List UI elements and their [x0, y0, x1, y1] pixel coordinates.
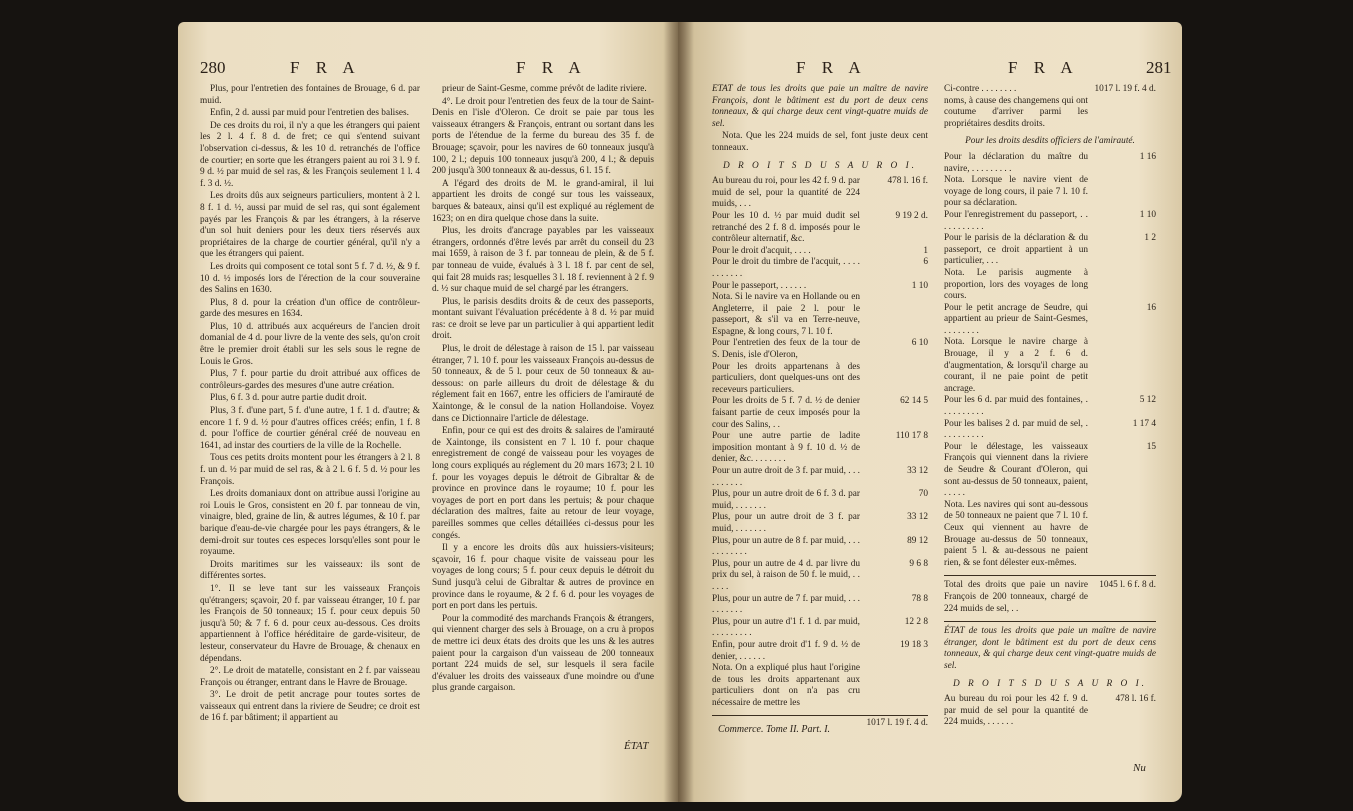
entry-amount	[1092, 96, 1156, 131]
entry-text: Pour le petit ancrage de Seudre, qui appartient au prieur de Saint-Gesmes, . . . . . . . .	[944, 302, 1088, 336]
entry-amount: 5 12	[1139, 395, 1156, 406]
entry-row	[944, 442, 1156, 500]
entry-amount	[1092, 337, 1156, 395]
entry-text: Au bureau du roi pour les 42 f. 9 d. par muid de sel pour la quantité de 224 muids, . . . . . .	[944, 694, 1088, 728]
paragraph: Plus, les droits d'ancrage payables par les vaisseaux étrangers, ordonnés d'être levés par arrêt du conseil du 23 mai 1659, à raison de 3 f. par tonneau de plein, & de 5 f. par tonneau de vuide, évalués à 3 l. 18 f. par cent de sel, qui fait 28 muids ras; lesquelles 3 l. 18 f. reviennent à 2 f. 9 d. ½ sur chaque muid de sel chargé par les étrangers.	[432, 226, 654, 295]
entry-row	[712, 338, 928, 361]
entry-amount: 19 18 3	[900, 639, 928, 650]
entry-text: Pour les droits appartenans à des particuliers, dont quelques-uns ont des receveurs particuliers.	[712, 361, 860, 395]
entry-row	[712, 211, 928, 246]
entry-list-carried	[944, 84, 1156, 130]
entry-amount	[864, 362, 928, 397]
open-book	[178, 22, 1182, 802]
entry-text: noms, à cause des changemens qui ont coutume d'arriver parmi les propriétaires desdits droits.	[944, 95, 1088, 129]
entry-amount	[864, 292, 928, 338]
entry-amount: 16	[1146, 302, 1156, 313]
catchword-left: ÉTAT	[624, 740, 649, 752]
entry-text: Pour le délestage, les vaisseaux François qui viennent dans la riviere de Seudre & Courant d'Oleron, qui sont au-dessus de 50 tonneaux, paient, . . . . .	[944, 441, 1088, 499]
entry-text: Plus, pour un autre droit de 3 f. par muid, . . . . . . .	[712, 512, 860, 534]
entry-amount: 6 10	[911, 338, 928, 349]
entry-row	[944, 419, 1156, 442]
entry-row	[944, 303, 1156, 338]
entry-amount: 12 2 8	[904, 616, 928, 627]
divider	[944, 621, 1156, 622]
entry-text: Pour le passeport, . . . . . .	[712, 280, 807, 291]
running-head-right-2: F R A	[1008, 58, 1079, 77]
entry-text: Enfin, pour autre droit d'1 f. 9 d. ½ de denier, . . . . . .	[712, 639, 860, 662]
entry-amount: 70	[918, 489, 928, 500]
entry-row	[712, 663, 928, 709]
entry-amount: 15	[1146, 441, 1156, 452]
running-head-left-1: F R A	[290, 58, 361, 77]
paragraph: Plus, 3 f. d'une part, 5 f. d'une autre, 1 f. 1 d. d'autre; & encore 1 f. 9 d. ½ pour d'autres offices créés; enfin, 1 f. 8 d. pour l'office de courtier général créé de nouveau en 1641, ad instar des courtiers de la ville de la Rochelle.	[200, 406, 420, 451]
entry-amount: 478 l. 16 f.	[1115, 694, 1156, 705]
entry-amount: 1 17 4	[1132, 418, 1156, 429]
entry-text: Pour la déclaration du maître du navire, . . . . . . . . .	[944, 151, 1088, 174]
entry-amount: 89 12	[907, 535, 928, 546]
entry-amount: 6	[923, 257, 928, 268]
entry-text: Pour les 6 d. par muid des fontaines, . . . . . . . . . .	[944, 395, 1088, 418]
entry-amount: 9 19 2 d.	[895, 210, 928, 221]
entry-row	[712, 431, 928, 466]
entry-text: Au bureau du roi, pour les 42 f. 9 d. par muid de sel, pour la quantité de 224 muids, . . .	[712, 176, 860, 210]
entry-row	[712, 559, 928, 594]
entry-row	[944, 175, 1156, 210]
divider	[944, 575, 1156, 576]
entry-amount	[1092, 268, 1156, 303]
entry-row	[944, 210, 1156, 233]
entry-text: Plus, pour un autre de 8 f. par muid, . . . . . . . . . . .	[712, 535, 860, 558]
entry-row	[712, 292, 928, 338]
paragraph: Plus, le parisis desdits droits & de ceux des passeports, montant suivant l'évaluation précédente à 8 d. ½ par muid ras: ce droit se leve par un particulier à qui appartient ledit droit.	[432, 296, 654, 342]
entry-amount: 33 12	[907, 512, 928, 523]
entry-text: Pour le parisis de la déclaration & du passeport, ce droit appartient à un particulier, . . .	[944, 233, 1088, 267]
paragraph: Plus, 8 d. pour la création d'un office de contrôleur-garde des mesures en 1634.	[200, 297, 420, 320]
paragraph: Enfin, 2 d. aussi par muid pour l'entretien des balises.	[210, 108, 409, 119]
entry-row	[712, 617, 928, 640]
state-title-foreign: ÉTAT de tous les droits que paie un maître de navire étranger, dont le bâtiment est du port de deux cens tonneaux, & qui charge deux cent vingt-quatre muids de sel.	[944, 626, 1156, 671]
column-total: 1017 l. 19 f. 4 d.	[712, 715, 928, 730]
entry-text: Pour le droit du timbre de l'acquit, . . . . . . . . . . .	[712, 257, 860, 279]
entry-amount: 33 12	[907, 466, 928, 476]
entry-list	[712, 176, 928, 709]
entry-text: Pour l'entretien des feux de la tour de S. Denis, isle d'Oleron,	[712, 338, 860, 361]
paragraph: Plus, le droit de délestage à raison de 15 l. par vaisseau étranger, 7 l. 10 f. pour les vaisseaux François au-dessus de 50 tonneaux, & de 5 l. pour ceux de 50 tonneaux & au-dessous: on parle ailleurs du droit de délestage & du réglement fait en 1667, entre les officiers de l'amirauté de Xaintonge, & le consul de la nation Hollandoise. Voyez dans ce Dictionnaire l'article de délestage.	[432, 344, 654, 424]
entry-row	[944, 96, 1156, 131]
state-title: ÉTAT de tous les droits que paie un maître de navire François, dont le bâtiment est du port de deux cens tonneaux, & qui charge deux cent vingt-quatre muids de sel.	[712, 84, 928, 129]
paragraph: Les droits domaniaux dont on attribue aussi l'origine au roi Louis le Gros, consistent en 20 f. par tonneau de vin, vinaigre, bled, graine de lin, & autres légumes, & 10 f. par barique d'eau-de-vie chargée pour les pays étrangers, & le demi-droit sur toutes ces especes lorsqu'elles sont pour le royaume.	[200, 489, 420, 558]
footer-title: Commerce. Tome II. Part. I.	[718, 724, 831, 735]
entry-text: Pour l'enregistrement du passeport, . . . . . . . . . . .	[944, 209, 1088, 232]
entry-row	[712, 594, 928, 617]
paragraph: Les droits qui composent ce total sont 5 f. 7 d. ½, & 9 f. 10 d. ½ imposés lors de l'érection de la cour souveraine des Salins en 1630.	[200, 261, 420, 296]
paragraph: Les droits dûs aux seigneurs particuliers, montent à 2 l. 8 f. 1 d. ½, aussi par muid de sel ras, qui sont également payés par les François & par les étrangers, à la réserve d'un sol huit deniers pour les deux tiers réservés aux propriétaires de la charge de courtier général, qu'il n'y a que les étrangers qui paient.	[200, 191, 420, 260]
paragraph: prieur de Saint-Gesme, comme prévôt de ladite riviere.	[442, 84, 647, 94]
entry-row	[944, 694, 1156, 729]
entry-row	[944, 152, 1156, 175]
page-number-right: 281	[1146, 58, 1172, 77]
entry-text: Nota. Lorsque le navire charge à Brouage, il y a 2 f. 6 d. d'augmentation, & lorsqu'il charge au courant, il ne paie point de petit ancrage.	[944, 337, 1088, 394]
paragraph: Plus, pour l'entretien des fontaines de Brouage, 6 d. par muid.	[200, 84, 420, 106]
entry-amount: 1 2	[1144, 233, 1156, 244]
entry-row	[712, 396, 928, 431]
entry-amount: 1	[923, 245, 928, 256]
right-page	[678, 22, 1182, 802]
entry-row	[712, 281, 928, 293]
entry-text: Pour le droit d'acquit, . . . .	[712, 245, 811, 256]
paragraph: Il y a encore les droits dûs aux huissiers-visiteurs; sçavoir, 16 f. pour chaque visite de vaisseau pour les voyages de long cours; 5 f. pour ceux depuis le détroit du Sund jusqu'à celui de Gibraltar & autres de province en province dans le royaume, & 2 f. 6 d. pour les voyages de port en port dans les pertuis.	[432, 543, 654, 612]
catchword-right: Nu	[1133, 762, 1146, 774]
entry-row	[712, 466, 928, 489]
entry-text: Plus, pour un autre de 4 d. par livre du prix du sel, à raison de 50 f. le muid, . . . . . .	[712, 558, 860, 592]
paragraph: 4°. Le droit pour l'entretien des feux de la tour de Saint-Denis en l'isle d'Oleron. Ce droit se paie par tous les vaisseaux étrangers & François, entrant ou sortant dans les ports de l'étendue de la ferme du bureau des 35 f. de Brouage; sçavoir, pour les navires de 60 tonneaux jusqu'à 100, 2 l.; depuis 100 tonneaux jusqu'à 200, 4 l.; & depuis 200 jusqu'à 300 tonneaux & au-dessus, 6 l. 15 f.	[432, 96, 654, 177]
entry-amount	[864, 663, 928, 709]
paragraph: A l'égard des droits de M. le grand-amiral, il lui appartient les droits de congé sur tous les vaisseaux, barques & bateaux, ainsi qu'il est expliqué au réglement de 1623; on en dira quelque chose dans la suite.	[432, 178, 654, 224]
entry-amount: 1 16	[1139, 151, 1156, 162]
paragraph: Plus, 10 d. attribués aux acquéreurs de l'ancien droit domanial de 4 d. pour livre de la vente des sels, qu'on croit être le premier droit établi sur les sels sous le regne de Louis le Gros.	[200, 321, 420, 367]
paragraph: 3°. Le droit de petit ancrage pour toutes sortes de vaisseaux qui entrent dans la riviere de Seudre; ce droit est de 16 f. par bâtiment; il appartient au	[200, 690, 420, 724]
page-number-left: 280	[200, 58, 226, 77]
entry-text: Ci-contre . . . . . . . .	[944, 84, 1017, 94]
grand-total-label: Total des droits que paie un navire François de 200 tonneaux, chargé de 224 muids de sel, . .	[944, 580, 1088, 614]
entry-row	[944, 84, 1156, 96]
entry-text: Plus, pour un autre de 7 f. par muid, . . . . . . . . . .	[712, 593, 860, 616]
entry-amount: 1 10	[1139, 209, 1156, 220]
entry-text: Nota. Le parisis augmente à proportion, lors des voyages de long cours.	[944, 267, 1088, 302]
right-column-1	[712, 84, 928, 734]
section-heading-officers: Pour les droits desdits officiers de l'amirauté.	[965, 136, 1135, 147]
paragraph: Plus, 6 f. 3 d. pour autre partie dudit droit.	[210, 393, 367, 404]
entry-row	[712, 257, 928, 280]
entry-list-officers	[944, 152, 1156, 569]
running-head-left-2: F R A	[516, 58, 587, 77]
entry-row	[944, 500, 1156, 570]
paragraph: Tous ces petits droits montent pour les étrangers à 2 l. 8 f. un d. ½ par muid de sel ras, & à 2 l. 6 f. 5 d. ½ pour les François.	[200, 453, 420, 487]
entry-row	[712, 512, 928, 535]
entry-row	[712, 640, 928, 663]
entry-row	[712, 176, 928, 211]
entry-row	[712, 489, 928, 512]
entry-amount: 78 8	[911, 593, 928, 604]
entry-text: Nota. Les navires qui sont au-dessous de 50 tonneaux ne paient que 7 l. 10 f. Ceux qui viennent au havre de Brouage au-dessus de 50 tonneaux, paient 5 l. & au-dessous ne paient rien, & se font délester eux-mêmes.	[944, 499, 1088, 568]
paragraph: 2°. Le droit de matatelle, consistant en 2 f. par vaisseau François ou étranger, entrant dans le Havre de Brouage.	[200, 666, 420, 688]
grand-total	[944, 580, 1156, 615]
entry-amount: 478 l. 16 f.	[887, 176, 928, 187]
paragraph: 1°. Il se leve tant sur les vaisseaux François qu'étrangers; sçavoir, 20 f. par vaisseau étranger, 10 f. par les François de 50 tonneaux; 15 f. pour ceux depuis 50 jusqu'à 50; & 7 f. 6 d. pour ceux au-dessous. Ces droits appartiennent à l'office héréditaire de garde-visiteur, de lesteur, conservateur du Havre de Brouage, & chenaux en dépendans.	[200, 583, 420, 664]
book-gutter	[664, 22, 694, 802]
running-head-right-1: F R A	[796, 58, 867, 77]
paragraph: Enfin, pour ce qui est des droits & salaires de l'amirauté de Xaintonge, ils consistent en 7 l. 10 f. pour chaque enregistrement de congé de vaisseau pour les voyages de long cours expliqués au réglement du 20 mars 1673; 2 l. 10 f. pour les voyages depuis le détroit de Gibraltar & de province en province dans le royaume; 10 f. pour les voyages de port en port dans les pertuis; & pour chaque déclaration des maîtres, faite au retour de leur voyage, pareilles sommes que celles détaillées ci-dessus pour les congés.	[432, 426, 654, 541]
entry-row	[712, 536, 928, 559]
entry-row	[712, 246, 928, 258]
entry-amount: 110 17 8	[895, 431, 928, 442]
entry-text: Nota. Si le navire va en Hollande ou en Angleterre, il paie 2 l. pour le passeport, & s'il va en Terre-neuve, Espagne, & long cours, 7 l. 10 f.	[712, 292, 860, 337]
entry-row	[944, 233, 1156, 268]
entry-amount: 1 10	[911, 280, 928, 291]
entry-text: Nota. Lorsque le navire vient de voyage de long cours, il paie 7 l. 10 f. pour sa déclaration.	[944, 175, 1088, 209]
paragraph: Droits maritimes sur les vaisseaux: ils sont de différentes sortes.	[200, 559, 420, 582]
entry-text: Pour une autre partie de ladite imposition montant à 9 f. 10 d. ½ de denier, &c. . . . . . . .	[712, 431, 860, 465]
right-column-2	[944, 84, 1156, 784]
left-column-1	[200, 84, 420, 774]
entry-text: Pour les droits de 5 f. 7 d. ½ de denier faisant partie de ceux imposés pour la cour des Salins, . .	[712, 396, 860, 430]
entry-text: Pour les 10 d. ½ par muid dudit sel retranché des 2 f. 8 d. imposés pour le contrôleur alternatif, &c.	[712, 210, 860, 245]
entry-row	[712, 362, 928, 397]
entry-text: Pour un autre droit de 3 f. par muid, . . . . . . . . . .	[712, 466, 860, 488]
entry-amount: 9 6 8	[909, 558, 928, 569]
grand-total-amount: 1045 l. 6 f. 8 d.	[1099, 580, 1156, 591]
paragraph: Plus, 7 f. pour partie du droit attribué aux offices de contrôleurs-gardes des mesures d'une autre création.	[200, 369, 420, 391]
entry-amount: 1017 l. 19 f. 4 d.	[1094, 84, 1156, 94]
entry-row	[944, 337, 1156, 395]
nota-line: Nota. Que les 224 muids de sel, font juste deux cent tonneaux.	[712, 131, 928, 153]
entry-text: Pour les balises 2 d. par muid de sel, . . . . . . . . . .	[944, 418, 1088, 441]
left-column-2	[432, 84, 654, 734]
entry-text: Nota. On a expliqué plus haut l'origine de tous les droits appartenant aux particuliers dont on n'a pas cru nécessaire de mettre les	[712, 663, 860, 708]
section-heading: D R O I T S D U S A U R O I.	[722, 160, 917, 171]
paragraph: De ces droits du roi, il n'y a que les étrangers qui paient les 2 l. 4 f. 8 d. de fret; ce qui s'entend suivant l'observation ci-dessus, & les 10 d. retranchés de l'office de courtier; en sorte que les étrangers paient au roi 3 l. 9 f. 9 d. ½ par muid de sel ras, & les François seulement 1 l. 4 f. 3 d. ½.	[200, 120, 420, 189]
entry-text: Plus, pour un autre d'1 f. 1 d. par muid, . . . . . . . . .	[712, 616, 860, 639]
section-heading-foreign: D R O I T S D U S A U R O I.	[952, 678, 1147, 689]
left-page	[178, 22, 678, 802]
entry-amount	[1092, 500, 1156, 570]
entry-row	[944, 268, 1156, 303]
entry-text: Plus, pour un autre droit de 6 f. 3 d. par muid, . . . . . . .	[712, 489, 860, 511]
entry-row	[944, 395, 1156, 418]
entry-amount: 62 14 5	[900, 396, 928, 407]
entry-amount	[1092, 175, 1156, 210]
paragraph: Pour la commodité des marchands François & étrangers, qui viennent charger des sels à Brouage, on a cru à propos de mettre ici deux états des droits que les uns & les autres paient pour la cargaison d'un vaisseau de 200 tonneaux portant 224 muids de sel, sur lesquels il sera facile d'évaluer les droits des vaisseaux d'une moindre ou d'une plus grande cargaison.	[432, 613, 654, 694]
